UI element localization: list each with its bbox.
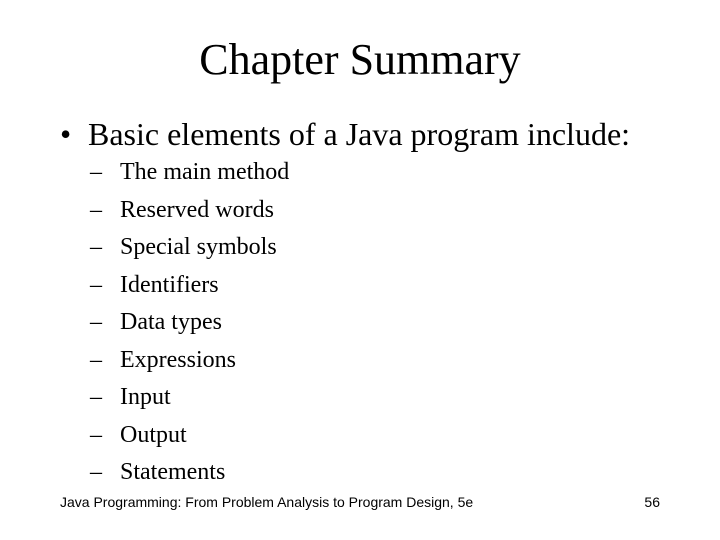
sub-bullet-text: Data types (120, 309, 222, 335)
dash-marker: – (90, 346, 102, 373)
footer-text: Java Programming: From Problem Analysis to Program Design, 5e (60, 494, 474, 510)
main-bullet (60, 114, 700, 154)
dash-marker: – (90, 234, 102, 260)
sub-bullet-text: Special symbols (120, 234, 277, 260)
page-number: 56 (644, 494, 660, 510)
sub-bullet-item (90, 154, 490, 192)
sub-bullet-item (90, 192, 490, 230)
main-bullet-text: Basic elements of a Java program include: (88, 116, 631, 152)
dash-marker: – (90, 421, 102, 448)
dash-marker: – (90, 459, 102, 485)
sub-bullet-item (90, 229, 490, 267)
dash-marker: – (90, 271, 102, 298)
sub-bullet-text: Statements (120, 459, 226, 485)
dash-marker: – (90, 309, 102, 335)
sub-bullet-item (90, 454, 490, 492)
sub-bullet-item (90, 267, 490, 305)
sub-bullet-text: Output (120, 421, 187, 448)
dash-marker: – (90, 384, 102, 410)
sub-bullet-text: The main method (120, 159, 290, 185)
sub-bullet-text: Identifiers (120, 271, 219, 298)
sub-bullet-item (90, 417, 490, 455)
sub-bullet-item (90, 342, 490, 380)
sub-bullet-text: Input (120, 384, 171, 410)
slide-title: Chapter Summary (199, 35, 521, 84)
dash-marker: – (90, 159, 102, 185)
dash-marker: – (90, 196, 102, 223)
bullet-marker: • (60, 116, 72, 152)
sub-bullet-list (90, 154, 490, 492)
sub-bullet-item (90, 379, 490, 417)
sub-bullet-text: Expressions (120, 346, 236, 373)
sub-bullet-item (90, 304, 490, 342)
sub-bullet-text: Reserved words (120, 196, 274, 223)
